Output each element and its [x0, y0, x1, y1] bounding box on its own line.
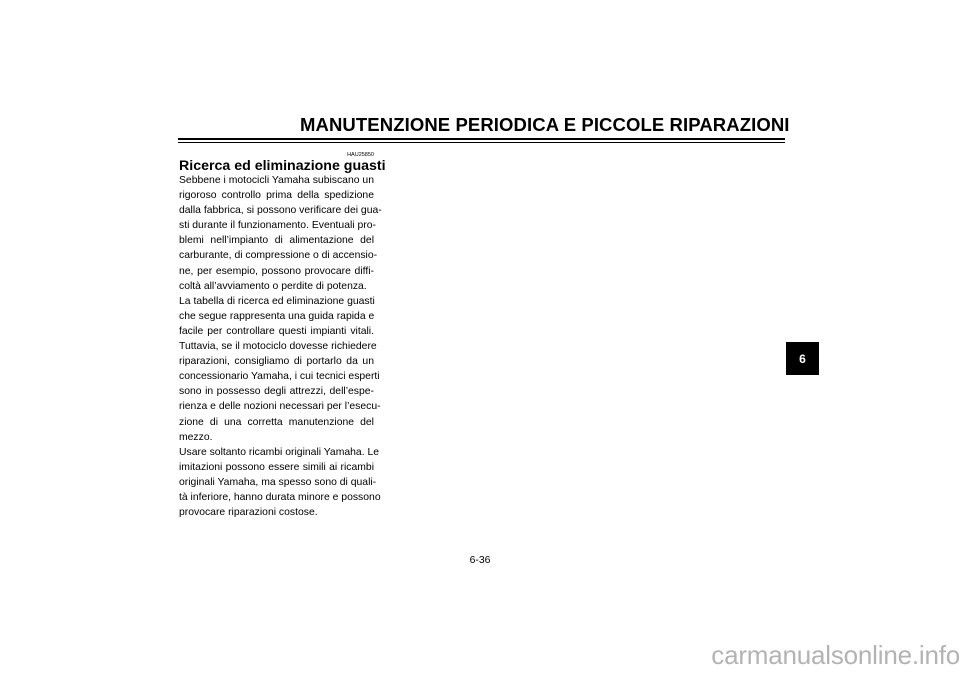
- header-rule-secondary: [178, 142, 785, 143]
- body-line: facile per controllare questi impianti vitali.: [179, 325, 374, 337]
- header-rule: [178, 138, 785, 140]
- body-line: imitazioni possono essere simili ai ricambi: [179, 461, 374, 473]
- body-line: Tuttavia, se il motociclo dovesse richiedere: [179, 341, 377, 353]
- body-line: concessionario Yamaha, i cui tecnici esperti: [179, 371, 380, 383]
- body-line: Usare soltanto ricambi originali Yamaha. Le: [179, 446, 380, 458]
- body-line: tà inferiore, hanno durata minore e possono: [179, 491, 381, 503]
- body-line: rigoroso controllo prima della spedizione: [179, 190, 374, 202]
- body-line: La tabella di ricerca ed eliminazione guasti: [179, 295, 375, 307]
- body-line: provocare riparazioni costose.: [179, 507, 318, 519]
- body-line: che segue rappresenta una guida rapida e: [179, 310, 375, 322]
- body-line: dalla fabbrica, si possono verificare dei gua-: [179, 205, 382, 217]
- body-line: Sebbene i motocicli Yamaha subiscano un: [179, 175, 374, 186]
- page-number: 6-36: [469, 555, 491, 566]
- chapter-tab: 6: [786, 342, 819, 375]
- body-line: rienza e delle nozioni necessari per l’esecu-: [179, 401, 381, 413]
- body-line: zione di una corretta manutenzione del: [179, 416, 374, 428]
- body-line: blemi nell’impianto di alimentazione del: [179, 235, 374, 247]
- body-line: carburante, di compressione o di accensio-: [179, 250, 378, 262]
- section-code: HAU25850: [347, 152, 374, 158]
- body-line: ne, per esempio, possono provocare diffi-: [179, 265, 374, 277]
- section-heading: Ricerca ed eliminazione guasti: [179, 158, 386, 174]
- body-line: mezzo.: [179, 431, 213, 443]
- body-line: sti durante il funzionamento. Eventuali pro-: [179, 220, 376, 232]
- watermark: carmanualsonline.info: [711, 640, 960, 670]
- body-line: coltà all’avviamento o perdite di potenza.: [179, 280, 367, 292]
- body-line: originali Yamaha, ma spesso sono di quali-: [179, 476, 377, 488]
- body-line: riparazioni, consigliamo di portarlo da un: [179, 356, 374, 368]
- chapter-title: MANUTENZIONE PERIODICA E PICCOLE RIPARAZIONI: [300, 114, 790, 135]
- body-text: [179, 173, 382, 520]
- body-line: sono in possesso degli attrezzi, dell’espe-: [179, 386, 374, 398]
